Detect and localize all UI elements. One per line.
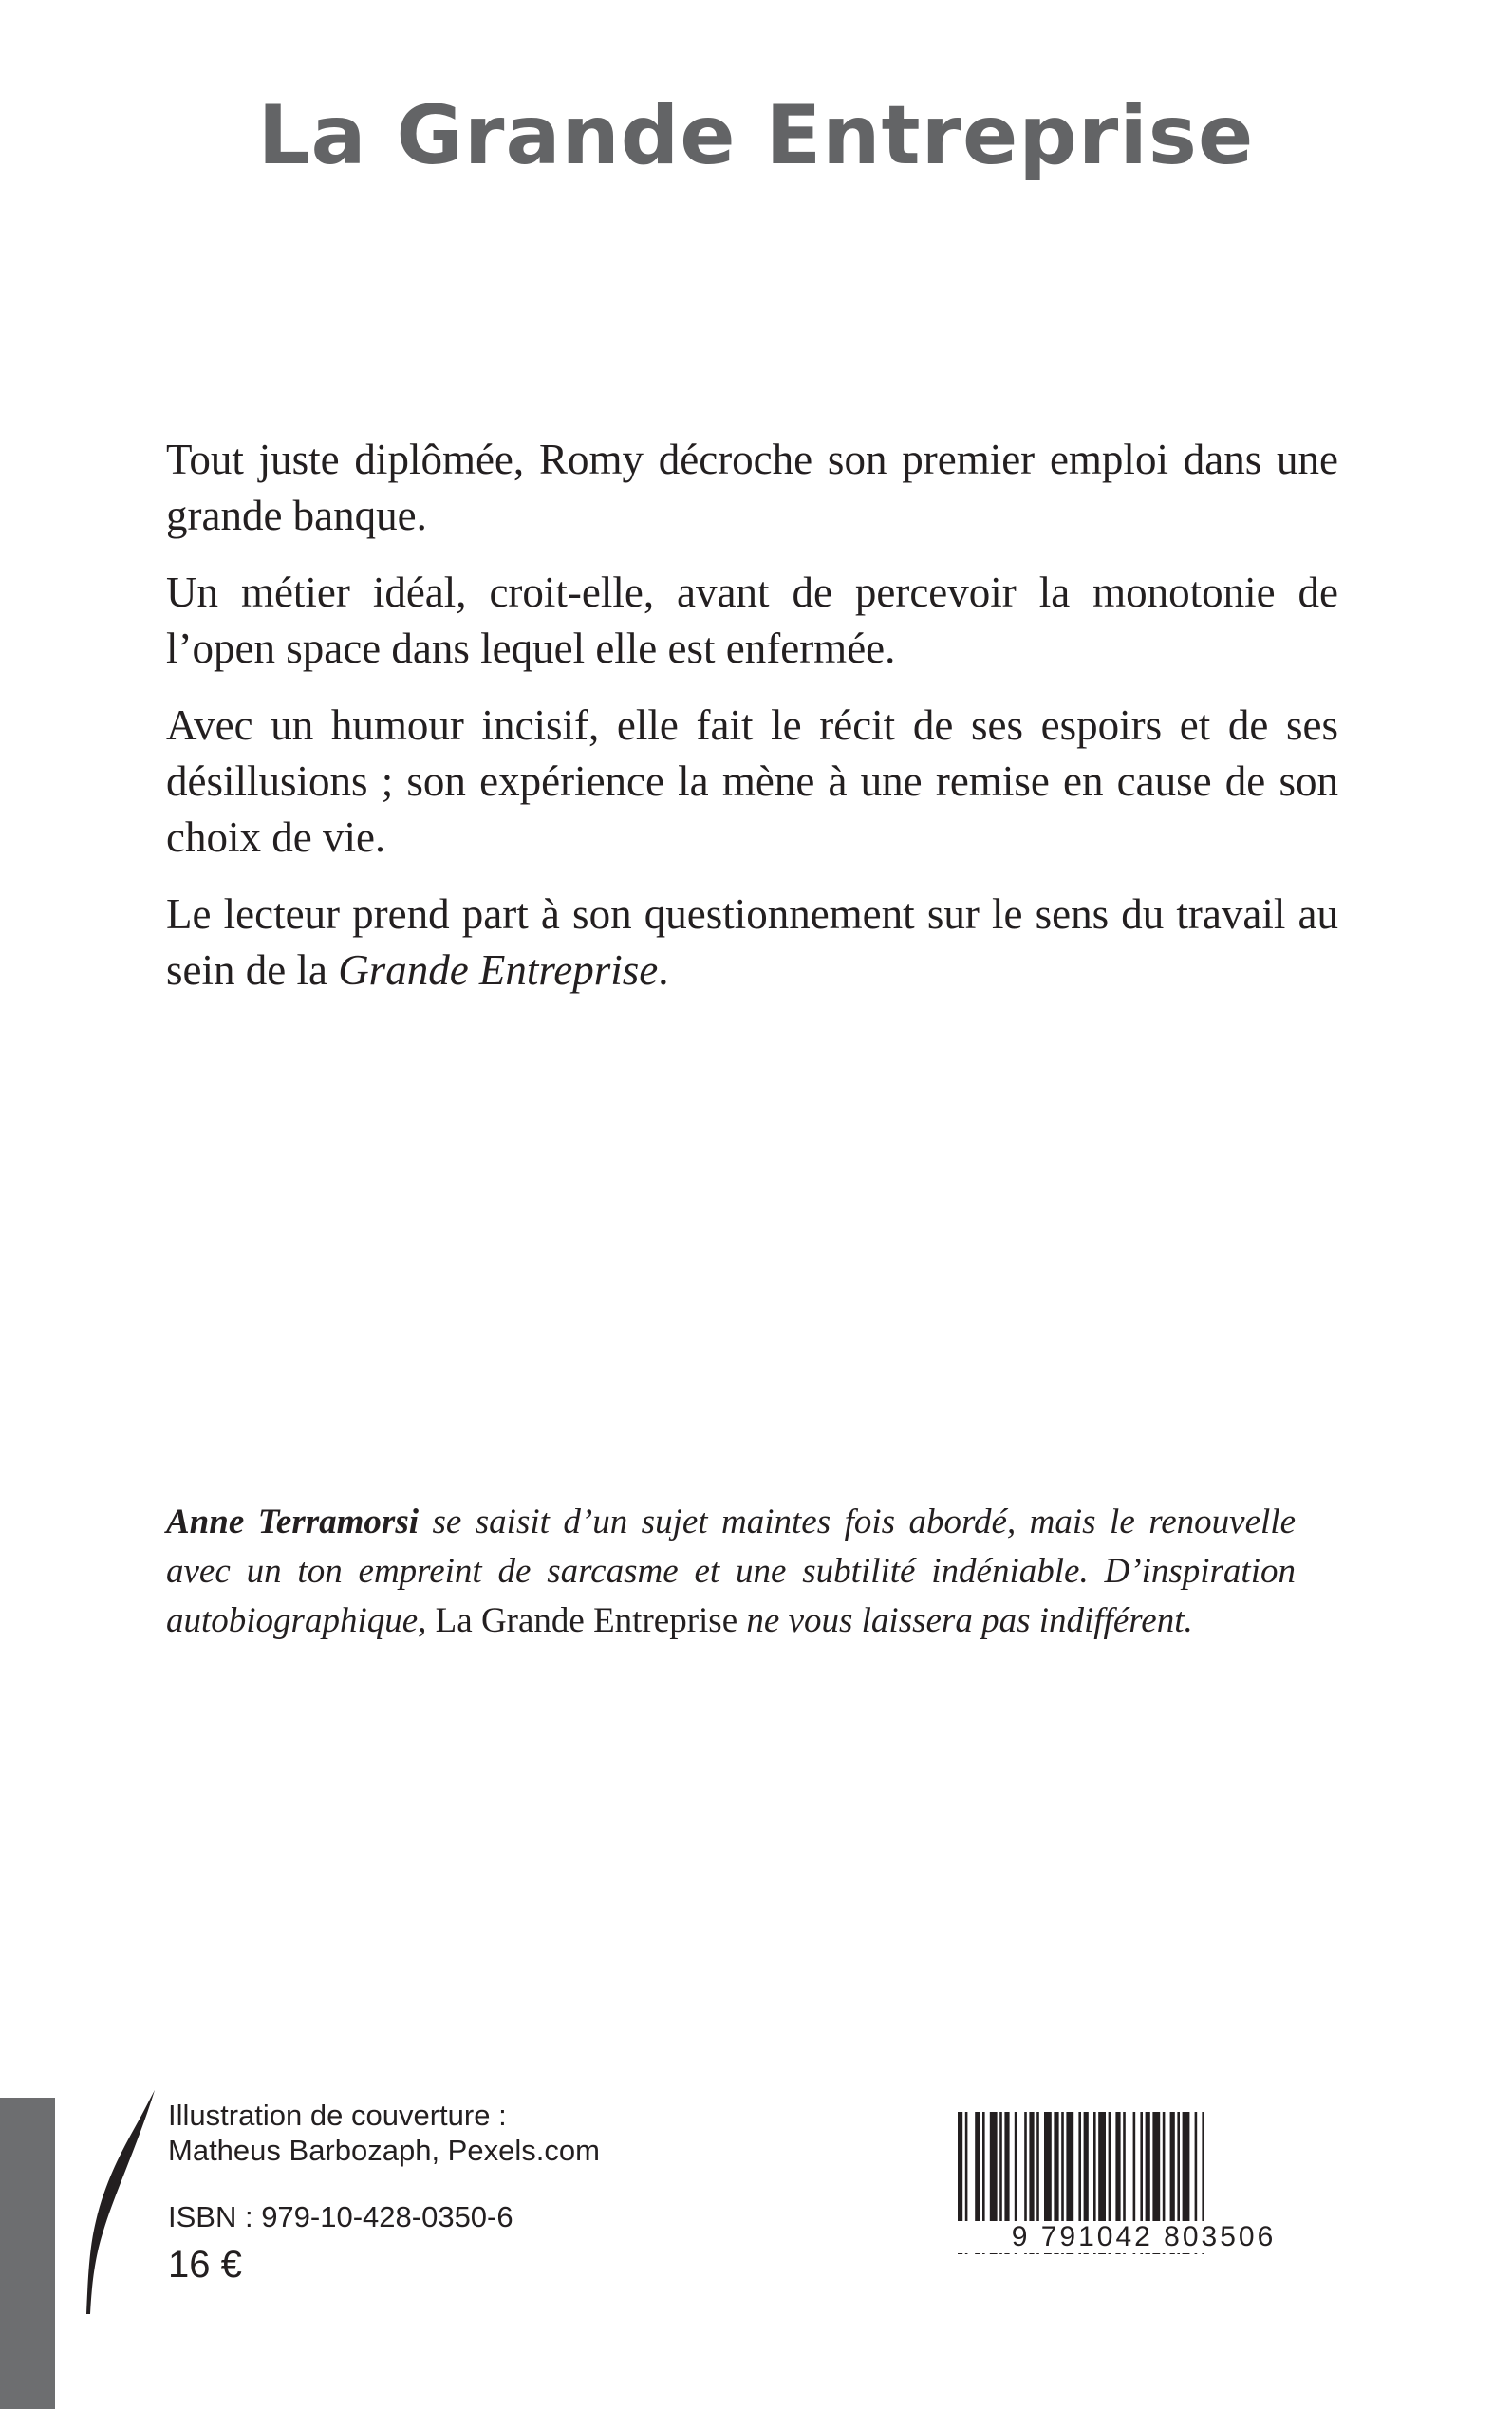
barcode-icon bbox=[954, 2112, 1334, 2292]
back-cover-blurb bbox=[166, 432, 1338, 1019]
review-author: Anne Terramorsi bbox=[166, 1503, 420, 1541]
review-text-2: ne vous laissera pas indifférent. bbox=[737, 1601, 1193, 1640]
blurb-paragraph-last bbox=[166, 887, 1338, 999]
blurb-last-italic-title: Grande Entreprise bbox=[338, 946, 659, 994]
isbn: ISBN : 979-10-428-0350-6 bbox=[168, 2200, 513, 2233]
blurb-last-text: Le lecteur prend part à son questionnement sur le sens du travail au sein de la bbox=[166, 890, 1338, 994]
review-paragraph bbox=[166, 1498, 1296, 1646]
book-title: La Grande Entreprise bbox=[257, 88, 1255, 183]
review-book-title: La Grande Entreprise bbox=[435, 1601, 738, 1640]
blurb-paragraph: Avec un humour incisif, elle fait le récit de ses espoirs et de ses désillusions ; son expérience la mène à une remise en cause de son choix de vie. bbox=[166, 701, 1338, 861]
blurb-paragraph: Un métier idéal, croit-elle, avant de percevoir la monotonie de l’open space dans lequel elle est enfermée. bbox=[166, 569, 1338, 672]
cover-credits bbox=[168, 2098, 600, 2168]
barcode-number: 9 791042 803506 bbox=[954, 2221, 1334, 2253]
credits-line-2: Matheus Barbozaph, Pexels.com bbox=[168, 2134, 600, 2167]
review-text-1: se saisit d’un sujet maintes fois abordé, mais le renouvelle avec un ton empreint de sarcasme et une subtilité indéniable. D’inspiration autobiographique, bbox=[166, 1503, 1296, 1640]
feather-icon bbox=[81, 2088, 157, 2316]
blurb-last-end: . bbox=[658, 946, 669, 994]
credits-line-1: Illustration de couverture : bbox=[168, 2099, 507, 2132]
author-review bbox=[166, 1498, 1296, 1646]
blurb-paragraph: Tout juste diplômée, Romy décroche son premier emploi dans une grande banque. bbox=[166, 436, 1338, 539]
publisher-side-bar bbox=[0, 2098, 55, 2409]
price: 16 € bbox=[168, 2244, 242, 2286]
